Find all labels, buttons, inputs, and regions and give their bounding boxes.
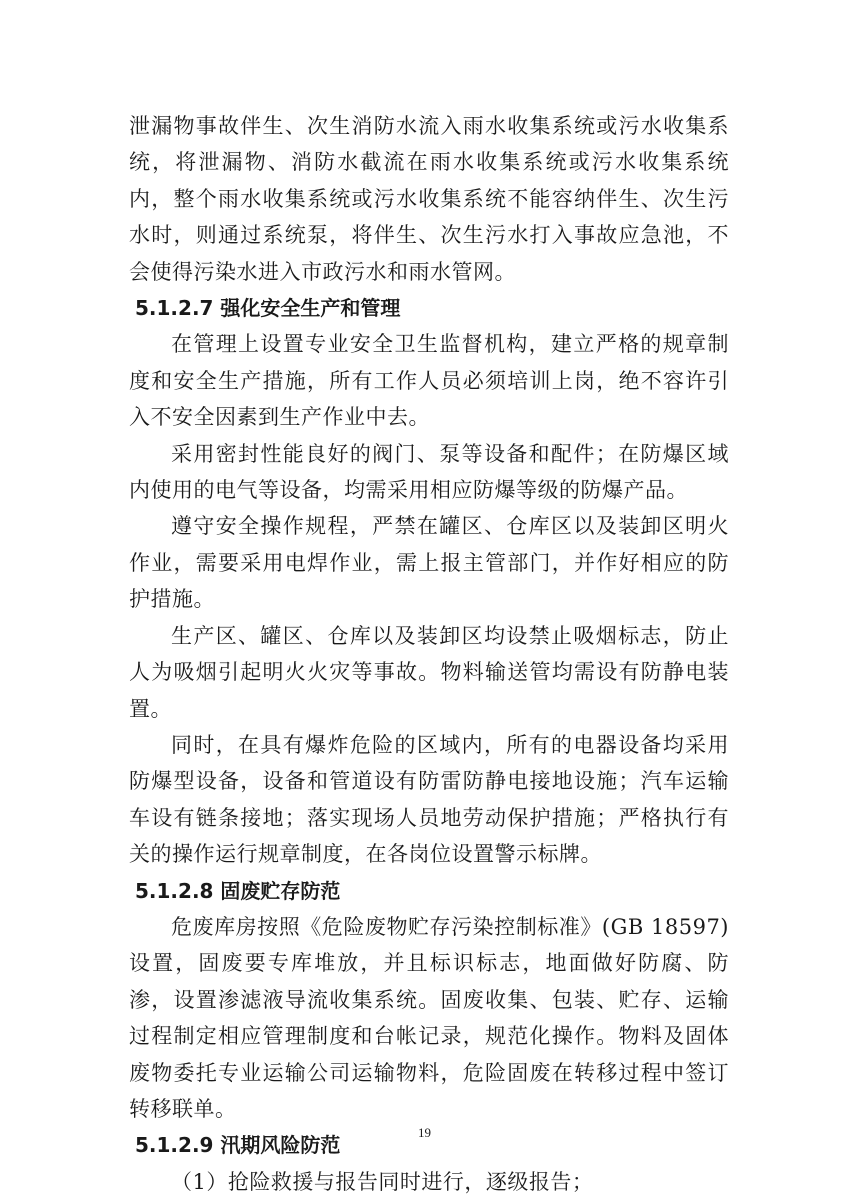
paragraph-sealed-equipment: 采用密封性能良好的阀门、泵等设备和配件；在防爆区域内使用的电气等设备，均需采用相应防爆等级的防爆产品。 <box>129 441 729 503</box>
section-heading-5-1-2-7: 5.1.2.7 强化安全生产和管理 <box>135 296 401 321</box>
paragraph-hazardous-waste-storage: 危废库房按照《危险废物贮存污染控制标准》(GB 18597)设置，固废要专库堆放，并且标识标志，地面做好防腐、防渗，设置渗滤液导流收集系统。固废收集、包装、贮存、运输过程制定相应管理制度和台帐记录，规范化操作。物料及固体废物委托专业运输公司运输物料，危险固废在转移过程中签订转移联单。 <box>129 914 729 1121</box>
document-body <box>129 108 729 1200</box>
page-number: 19 <box>418 1125 431 1140</box>
section-heading-5-1-2-8: 5.1.2.8 固废贮存防范 <box>135 878 341 903</box>
paragraph-operating-rules: 遵守安全操作规程，严禁在罐区、仓库区以及装卸区明火作业，需要采用电焊作业，需上报主管部门，并作好相应的防护措施。 <box>129 514 729 612</box>
paragraph-spill-containment: 泄漏物事故伴生、次生消防水流入雨水收集系统或污水收集系统，将泄漏物、消防水截流在雨水收集系统或污水收集系统内，整个雨水收集系统或污水收集系统不能容纳伴生、次生污水时，则通过系统泵，将伴生、次生污水打入事故应急池，不会使得污染水进入市政污水和雨水管网。 <box>129 114 729 284</box>
paragraph-no-smoking: 生产区、罐区、仓库以及装卸区均设禁止吸烟标志，防止人为吸烟引起明火火灾等事故。物料输送管均需设有防静电装置。 <box>129 623 729 721</box>
paragraph-safety-management: 在管理上设置专业安全卫生监督机构，建立严格的规章制度和安全生产措施，所有工作人员必须培训上岗，绝不容许引入不安全因素到生产作业中去。 <box>129 332 729 430</box>
paragraph-explosion-proof: 同时，在具有爆炸危险的区域内，所有的电器设备均采用防爆型设备，设备和管道设有防雷防静电接地设施；汽车运输车设有链条接地；落实现场人员地劳动保护措施；严格执行有关的操作运行规章制度，在各岗位设置警示标牌。 <box>129 732 729 867</box>
list-item-1: （1）抢险救援与报告同时进行，逐级报告； <box>171 1169 594 1194</box>
section-heading-5-1-2-9: 5.1.2.9 汛期风险防范 <box>135 1133 341 1158</box>
